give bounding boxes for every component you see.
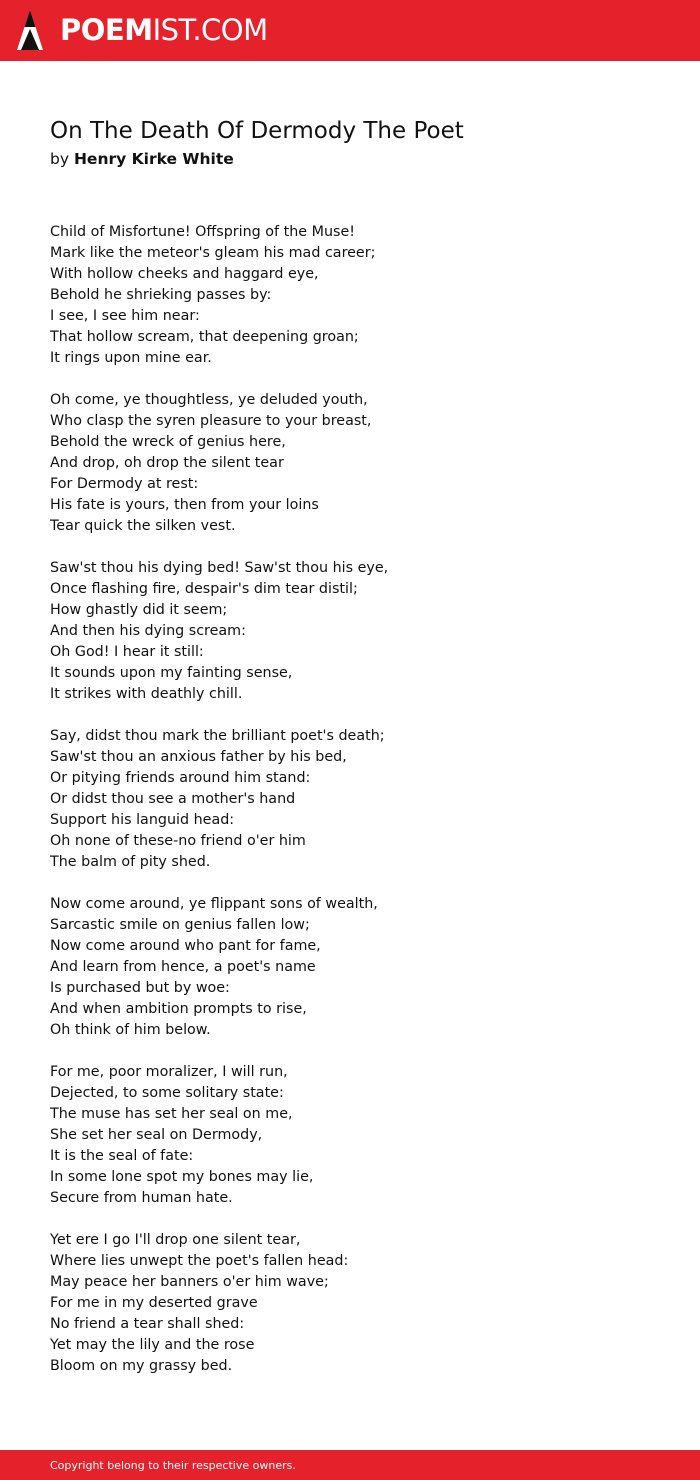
- poem-line: No friend a tear shall shed:: [50, 1316, 245, 1332]
- poem-line: Oh think of him below.: [50, 1022, 211, 1038]
- poem-line: Oh none of these-no friend o'er him: [50, 833, 306, 849]
- poem-line: That hollow scream, that deepening groan;: [50, 329, 359, 345]
- pencil-tip-icon: [16, 9, 44, 51]
- poem-line: Dejected, to some solitary state:: [50, 1085, 284, 1101]
- poem-line: In some lone spot my bones may lie,: [50, 1169, 314, 1185]
- poem-line: And drop, oh drop the silent tear: [50, 455, 284, 471]
- copyright-text: Copyright belong to their respective owners.: [50, 1459, 296, 1472]
- logo-bold-text: POEM: [60, 12, 153, 47]
- poem-line: She set her seal on Dermody,: [50, 1127, 263, 1143]
- poem-line: Say, didst thou mark the brilliant poet's death;: [50, 728, 385, 744]
- poem-line: Behold the wreck of genius here,: [50, 434, 286, 450]
- poem-line: Where lies unwept the poet's fallen head:: [50, 1253, 349, 1269]
- stanza: [50, 1062, 670, 1209]
- poem-line: And when ambition prompts to rise,: [50, 1001, 307, 1017]
- poem-title: On The Death Of Dermody The Poet: [50, 118, 464, 144]
- stanza: [50, 726, 670, 873]
- poem-line: Saw'st thou an anxious father by his bed,: [50, 749, 347, 765]
- stanza: [50, 558, 670, 705]
- by-label: by: [50, 150, 70, 168]
- poem-line: It strikes with deathly chill.: [50, 686, 243, 702]
- poem-line: Tear quick the silken vest.: [50, 518, 236, 534]
- site-footer: [0, 1450, 700, 1480]
- stanza: [50, 390, 670, 537]
- poem-line: Who clasp the syren pleasure to your breast,: [50, 413, 372, 429]
- poem-line: Bloom on my grassy bed.: [50, 1358, 233, 1374]
- logo-wordmark: [60, 12, 268, 47]
- poem-line: And learn from hence, a poet's name: [50, 959, 316, 975]
- poem-line: Yet may the lily and the rose: [50, 1337, 255, 1353]
- poem-line: For me in my deserted grave: [50, 1295, 258, 1311]
- logo-light-text: IST.COM: [152, 12, 268, 47]
- poem-line: It sounds upon my fainting sense,: [50, 665, 293, 681]
- poem-line: The balm of pity shed.: [50, 854, 211, 870]
- poem-line: Secure from human hate.: [50, 1190, 233, 1206]
- poem-line: I see, I see him near:: [50, 308, 200, 324]
- poem-line: How ghastly did it seem;: [50, 602, 228, 618]
- poem-line: Or pitying friends around him stand:: [50, 770, 311, 786]
- poem-content: [50, 116, 670, 1398]
- poem-line: Support his languid head:: [50, 812, 235, 828]
- poem-line: Or didst thou see a mother's hand: [50, 791, 296, 807]
- stanza: [50, 1230, 670, 1377]
- poem-line: Is purchased but by woe:: [50, 980, 230, 996]
- poem-line: Now come around, ye flippant sons of wealth,: [50, 896, 378, 912]
- poem-line: Oh God! I hear it still:: [50, 644, 204, 660]
- poem-line: For Dermody at rest:: [50, 476, 199, 492]
- poem-line: And then his dying scream:: [50, 623, 246, 639]
- poem-line: Saw'st thou his dying bed! Saw'st thou his eye,: [50, 560, 389, 576]
- site-logo[interactable]: [16, 9, 268, 51]
- author-name[interactable]: Henry Kirke White: [73, 150, 234, 168]
- poem-line: Mark like the meteor's gleam his mad career;: [50, 245, 376, 261]
- poem-line: May peace her banners o'er him wave;: [50, 1274, 329, 1290]
- poem-line: Oh come, ye thoughtless, ye deluded youth,: [50, 392, 368, 408]
- poem-line: His fate is yours, then from your loins: [50, 497, 319, 513]
- stanza: [50, 222, 670, 369]
- byline: [50, 149, 670, 169]
- poem-line: The muse has set her seal on me,: [50, 1106, 293, 1122]
- poem-line: For me, poor moralizer, I will run,: [50, 1064, 288, 1080]
- poem-line: Behold he shrieking passes by:: [50, 287, 272, 303]
- poem-line: Child of Misfortune! Offspring of the Muse!: [50, 224, 356, 240]
- stanza: [50, 894, 670, 1041]
- poem-line: Once flashing fire, despair's dim tear distil;: [50, 581, 358, 597]
- poem-line: It rings upon mine ear.: [50, 350, 212, 366]
- poem-line: Now come around who pant for fame,: [50, 938, 321, 954]
- poem-line: It is the seal of fate:: [50, 1148, 194, 1164]
- poem-line: With hollow cheeks and haggard eye,: [50, 266, 319, 282]
- poem-body: [50, 222, 670, 1377]
- site-header: [0, 0, 700, 61]
- poem-line: Yet ere I go I'll drop one silent tear,: [50, 1232, 301, 1248]
- poem-line: Sarcastic smile on genius fallen low;: [50, 917, 310, 933]
